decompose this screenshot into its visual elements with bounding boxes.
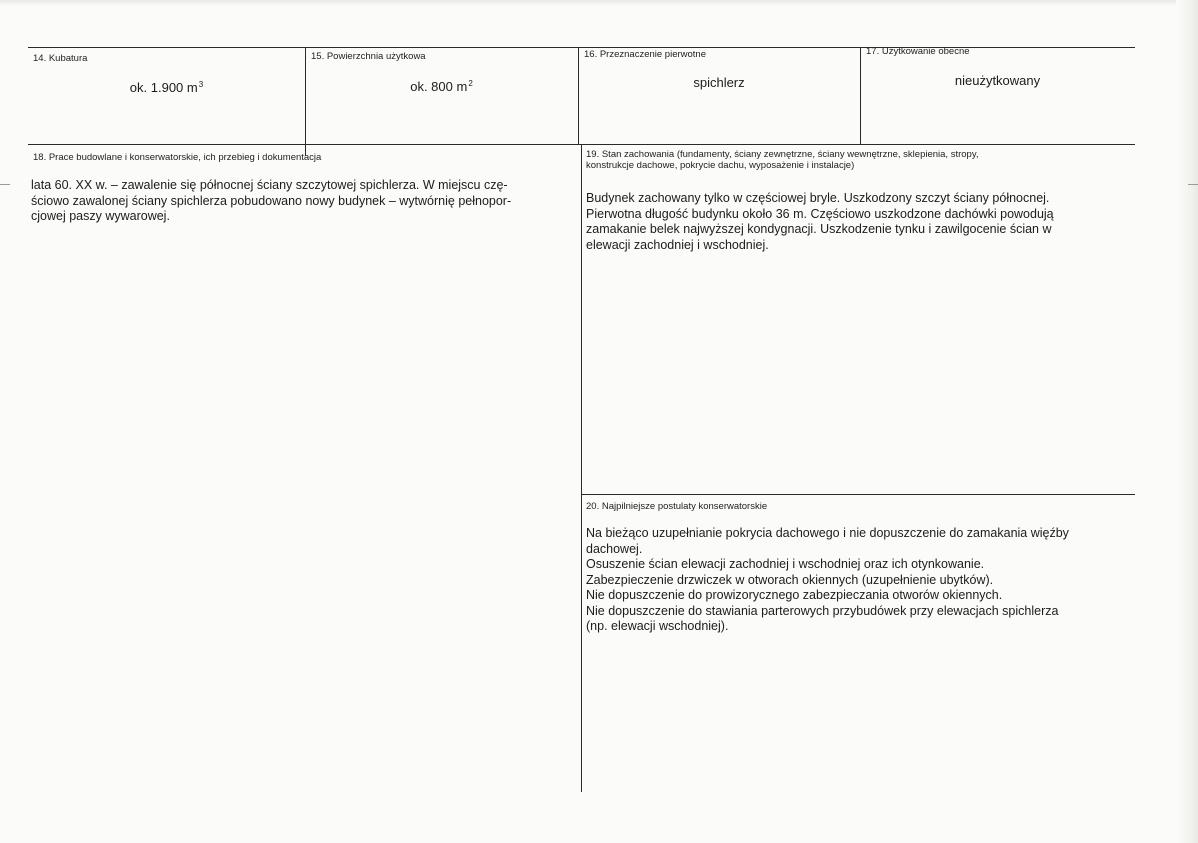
field-17-value: nieużytkowany: [954, 73, 1041, 88]
field-20-line: Nie dopuszczenie do prowizorycznego zabezpieczania otworów okiennych.: [586, 588, 1003, 602]
field-18-line: ściowo zawalonej ściany spichlerza pobudowano nowy budynek – wytwórnię pełnopor-: [31, 193, 512, 208]
field-20-line: Osuszenie ścian elewacji zachodniej i wschodniej oraz ich otynkowanie.: [586, 557, 985, 571]
field-16-value: spichlerz: [693, 75, 745, 90]
field-20-line: dachowej.: [586, 541, 643, 556]
field-17-label: 17. Użytkowanie obecne: [866, 46, 970, 57]
field-15-unit-superscript: 2: [468, 79, 473, 88]
field-18-label: 18. Prace budowlane i konserwatorskie, ich przebieg i dokumentacja: [33, 152, 322, 163]
field-19-label-line: 19. Stan zachowania (fundamenty, ściany zewnętrzne, ściany wewnętrzne, sklepienia, stropy,: [586, 149, 979, 160]
field-20-line: Nie dopuszczenie do stawiania parterowych przybudówek przy elewacjach spichlerza: [586, 603, 1059, 618]
scan-right-edge: [1176, 0, 1198, 843]
field-20-line: Na bieżąco uzupełnianie pokrycia dachowego i nie dopuszczenie do zamakania więźby: [586, 526, 1069, 540]
scan-top-edge: [0, 0, 1198, 6]
field-19-label-line: konstrukcje dachowe, pokrycie dachu, wyposażenie i instalacje): [586, 160, 855, 171]
field-19-line: zamakanie belek najwyższej kondygnacji. Uszkodzenie tynku i zawilgocenie ścian w: [586, 222, 1052, 236]
divider-14-15: [305, 47, 306, 156]
field-14-label: 14. Kubatura: [33, 53, 88, 64]
scan-margin-mark-right: [1188, 184, 1198, 185]
field-18-line: cjowej paszy wywarowej.: [31, 209, 170, 223]
field-14-unit-superscript: 3: [198, 80, 204, 89]
scan-margin-mark-left: [0, 184, 10, 185]
field-19-label: [586, 149, 979, 171]
rule-field20-top: [581, 494, 1135, 495]
field-19-line: Pierwotna długość budynku około 36 m. Częściowo uszkodzone dachówki powodują: [586, 206, 1054, 221]
divider-16-17: [860, 47, 861, 144]
field-19-text: [586, 191, 1054, 253]
divider-15-16: [578, 47, 579, 144]
field-16-label: 16. Przeznaczenie pierwotne: [584, 49, 706, 60]
field-15-value: ok. 800 $m^2$: [410, 79, 473, 94]
field-20-label: 20. Najpilniejsze postulaty konserwatorskie: [586, 501, 768, 512]
field-19-line: elewacji zachodniej i wschodniej.: [586, 237, 769, 252]
field-19-line: Budynek zachowany tylko w częściowej bryle. Uszkodzony szczyt ściany północnej.: [586, 191, 1050, 205]
field-18-line: lata 60. XX w. – zawalenie się północnej ściany szczytowej spichlerza. W miejscu czę-: [31, 178, 508, 192]
field-20-line: Zabezpieczenie drzwiczek w otworach okiennych (uzupełnienie ubytków).: [586, 572, 994, 587]
field-15-label: 15. Powierzchnia użytkowa: [311, 51, 426, 62]
field-20-line: (np. elewacji wschodniej).: [586, 619, 729, 633]
divider-18-19: [581, 144, 582, 792]
field-14-value: ok. 1.900 $m^3$: [129, 80, 204, 95]
field-20-text: [586, 526, 1069, 635]
field-18-text: [31, 178, 511, 225]
